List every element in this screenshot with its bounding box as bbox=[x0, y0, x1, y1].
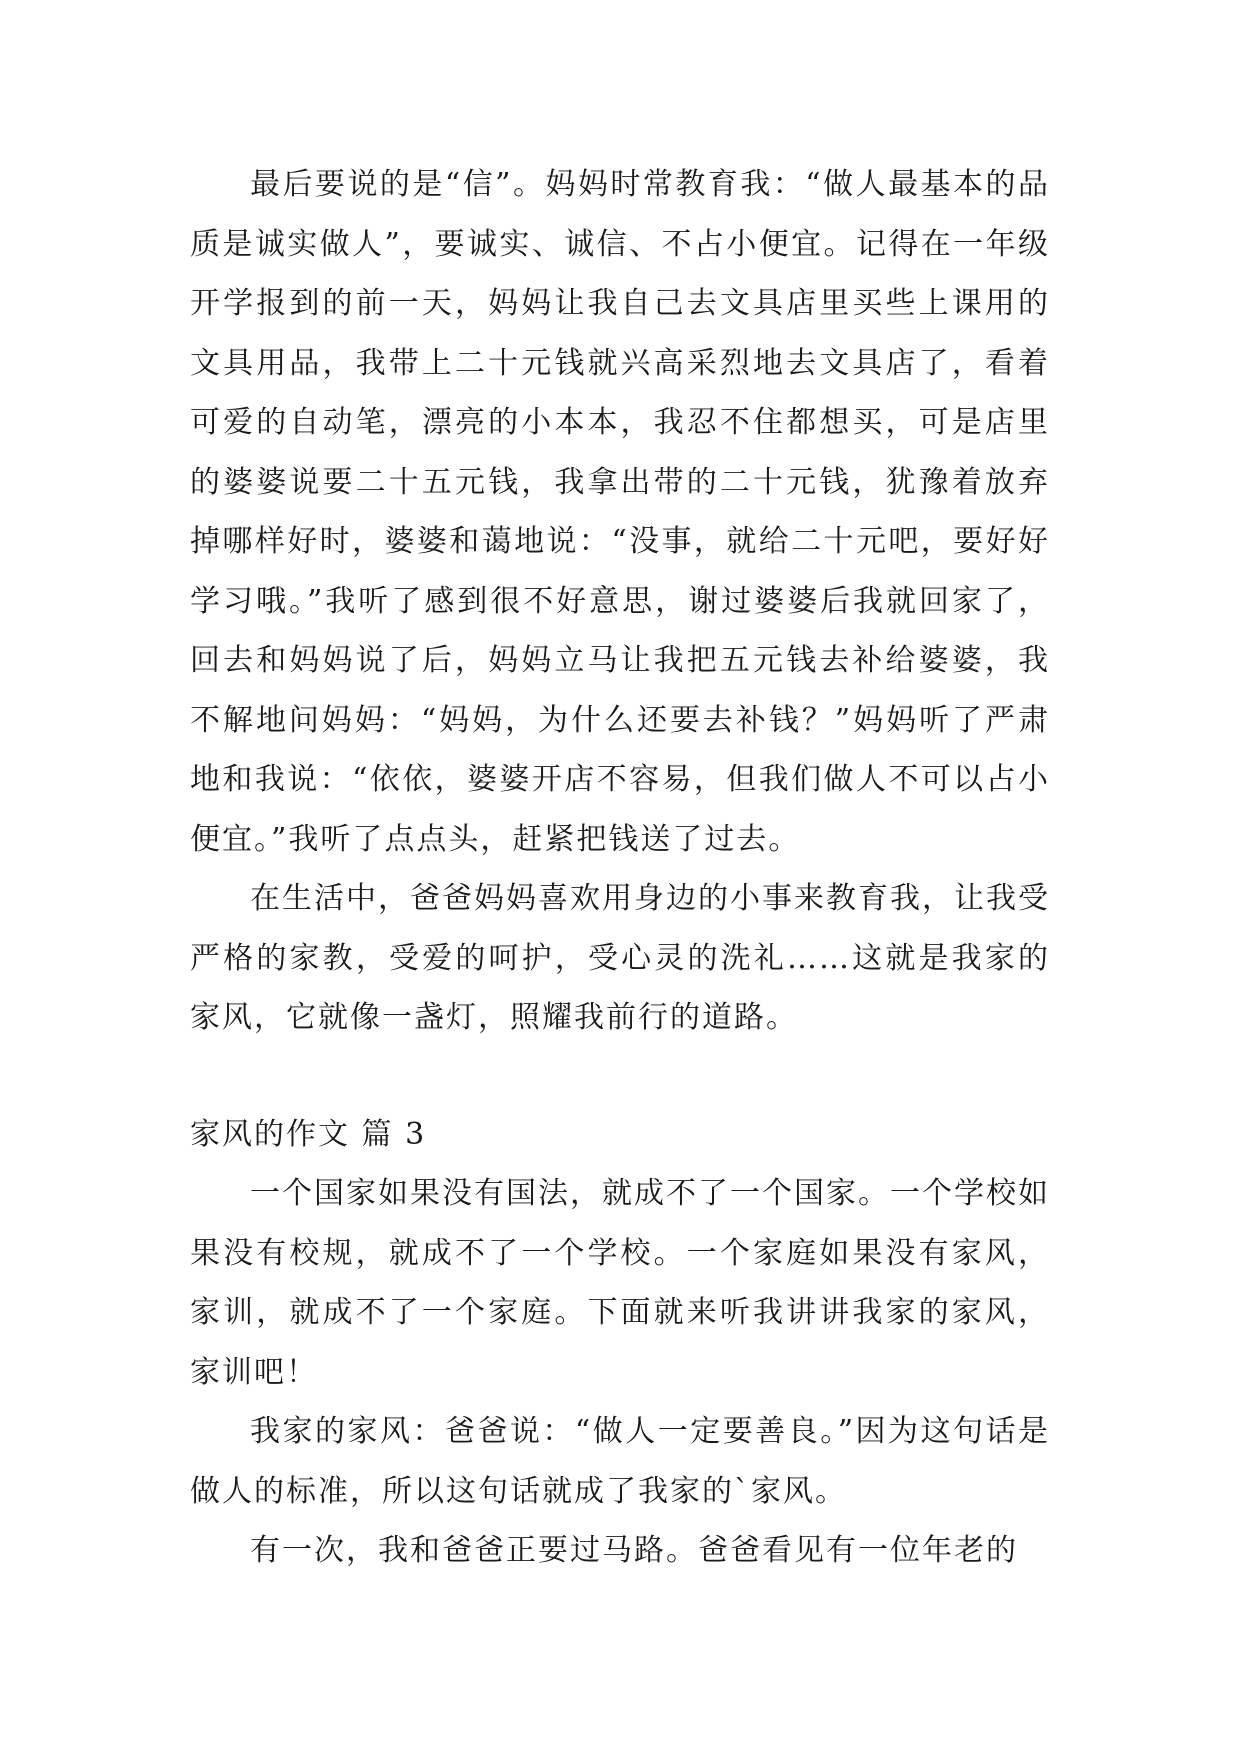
paragraph: 一个国家如果没有国法，就成不了一个国家。一个学校如果没有校规，就成不了一个学校。一个家庭如果没有家风，家训，就成不了一个家庭。下面就来听我讲讲我家的家风，家训吧！ bbox=[190, 1176, 1050, 1390]
document-body bbox=[190, 155, 1050, 1581]
paragraph: 我家的家风：爸爸说：“做人一定要善良。”因为这句话是做人的标准，所以这句话就成了我家的`家风。 bbox=[190, 1414, 1050, 1509]
paragraph: 在生活中，爸爸妈妈喜欢用身边的小事来教育我，让我受严格的家教，受爱的呵护，受心灵的洗礼……这就是我家的家风，它就像一盏灯，照耀我前行的道路。 bbox=[190, 881, 1050, 1035]
section-spacer bbox=[190, 1048, 1050, 1105]
paragraph: 有一次，我和爸爸正要过马路。爸爸看见有一位年老的 bbox=[250, 1533, 1018, 1568]
paragraph: 最后要说的是“信”。妈妈时常教育我：“做人最基本的品质是诚实做人”，要诚实、诚信、不占小便宜。记得在一年级开学报到的前一天，妈妈让我自己去文具店里买些上课用的文具用品，我带上二十元钱就兴高采烈地去文具店了，看着可爱的自动笔，漂亮的小本本，我忍不住都想买，可是店里的婆婆说要二十五元钱，我拿出带的二十元钱，犹豫着放弃掉哪样好时，婆婆和蔼地说：“没事，就给二十元吧，要好好学习哦。”我听了感到很不好意思，谢过婆婆后我就回家了，回去和妈妈说了后，妈妈立马让我把五元钱去补给婆婆，我不解地问妈妈：“妈妈，为什么还要去补钱？”妈妈听了严肃地和我说：“依依，婆婆开店不容易，但我们做人不可以占小便宜。”我听了点点头，赶紧把钱送了过去。 bbox=[190, 167, 1050, 857]
section-heading: 家风的作文 篇 3 bbox=[190, 1116, 427, 1152]
